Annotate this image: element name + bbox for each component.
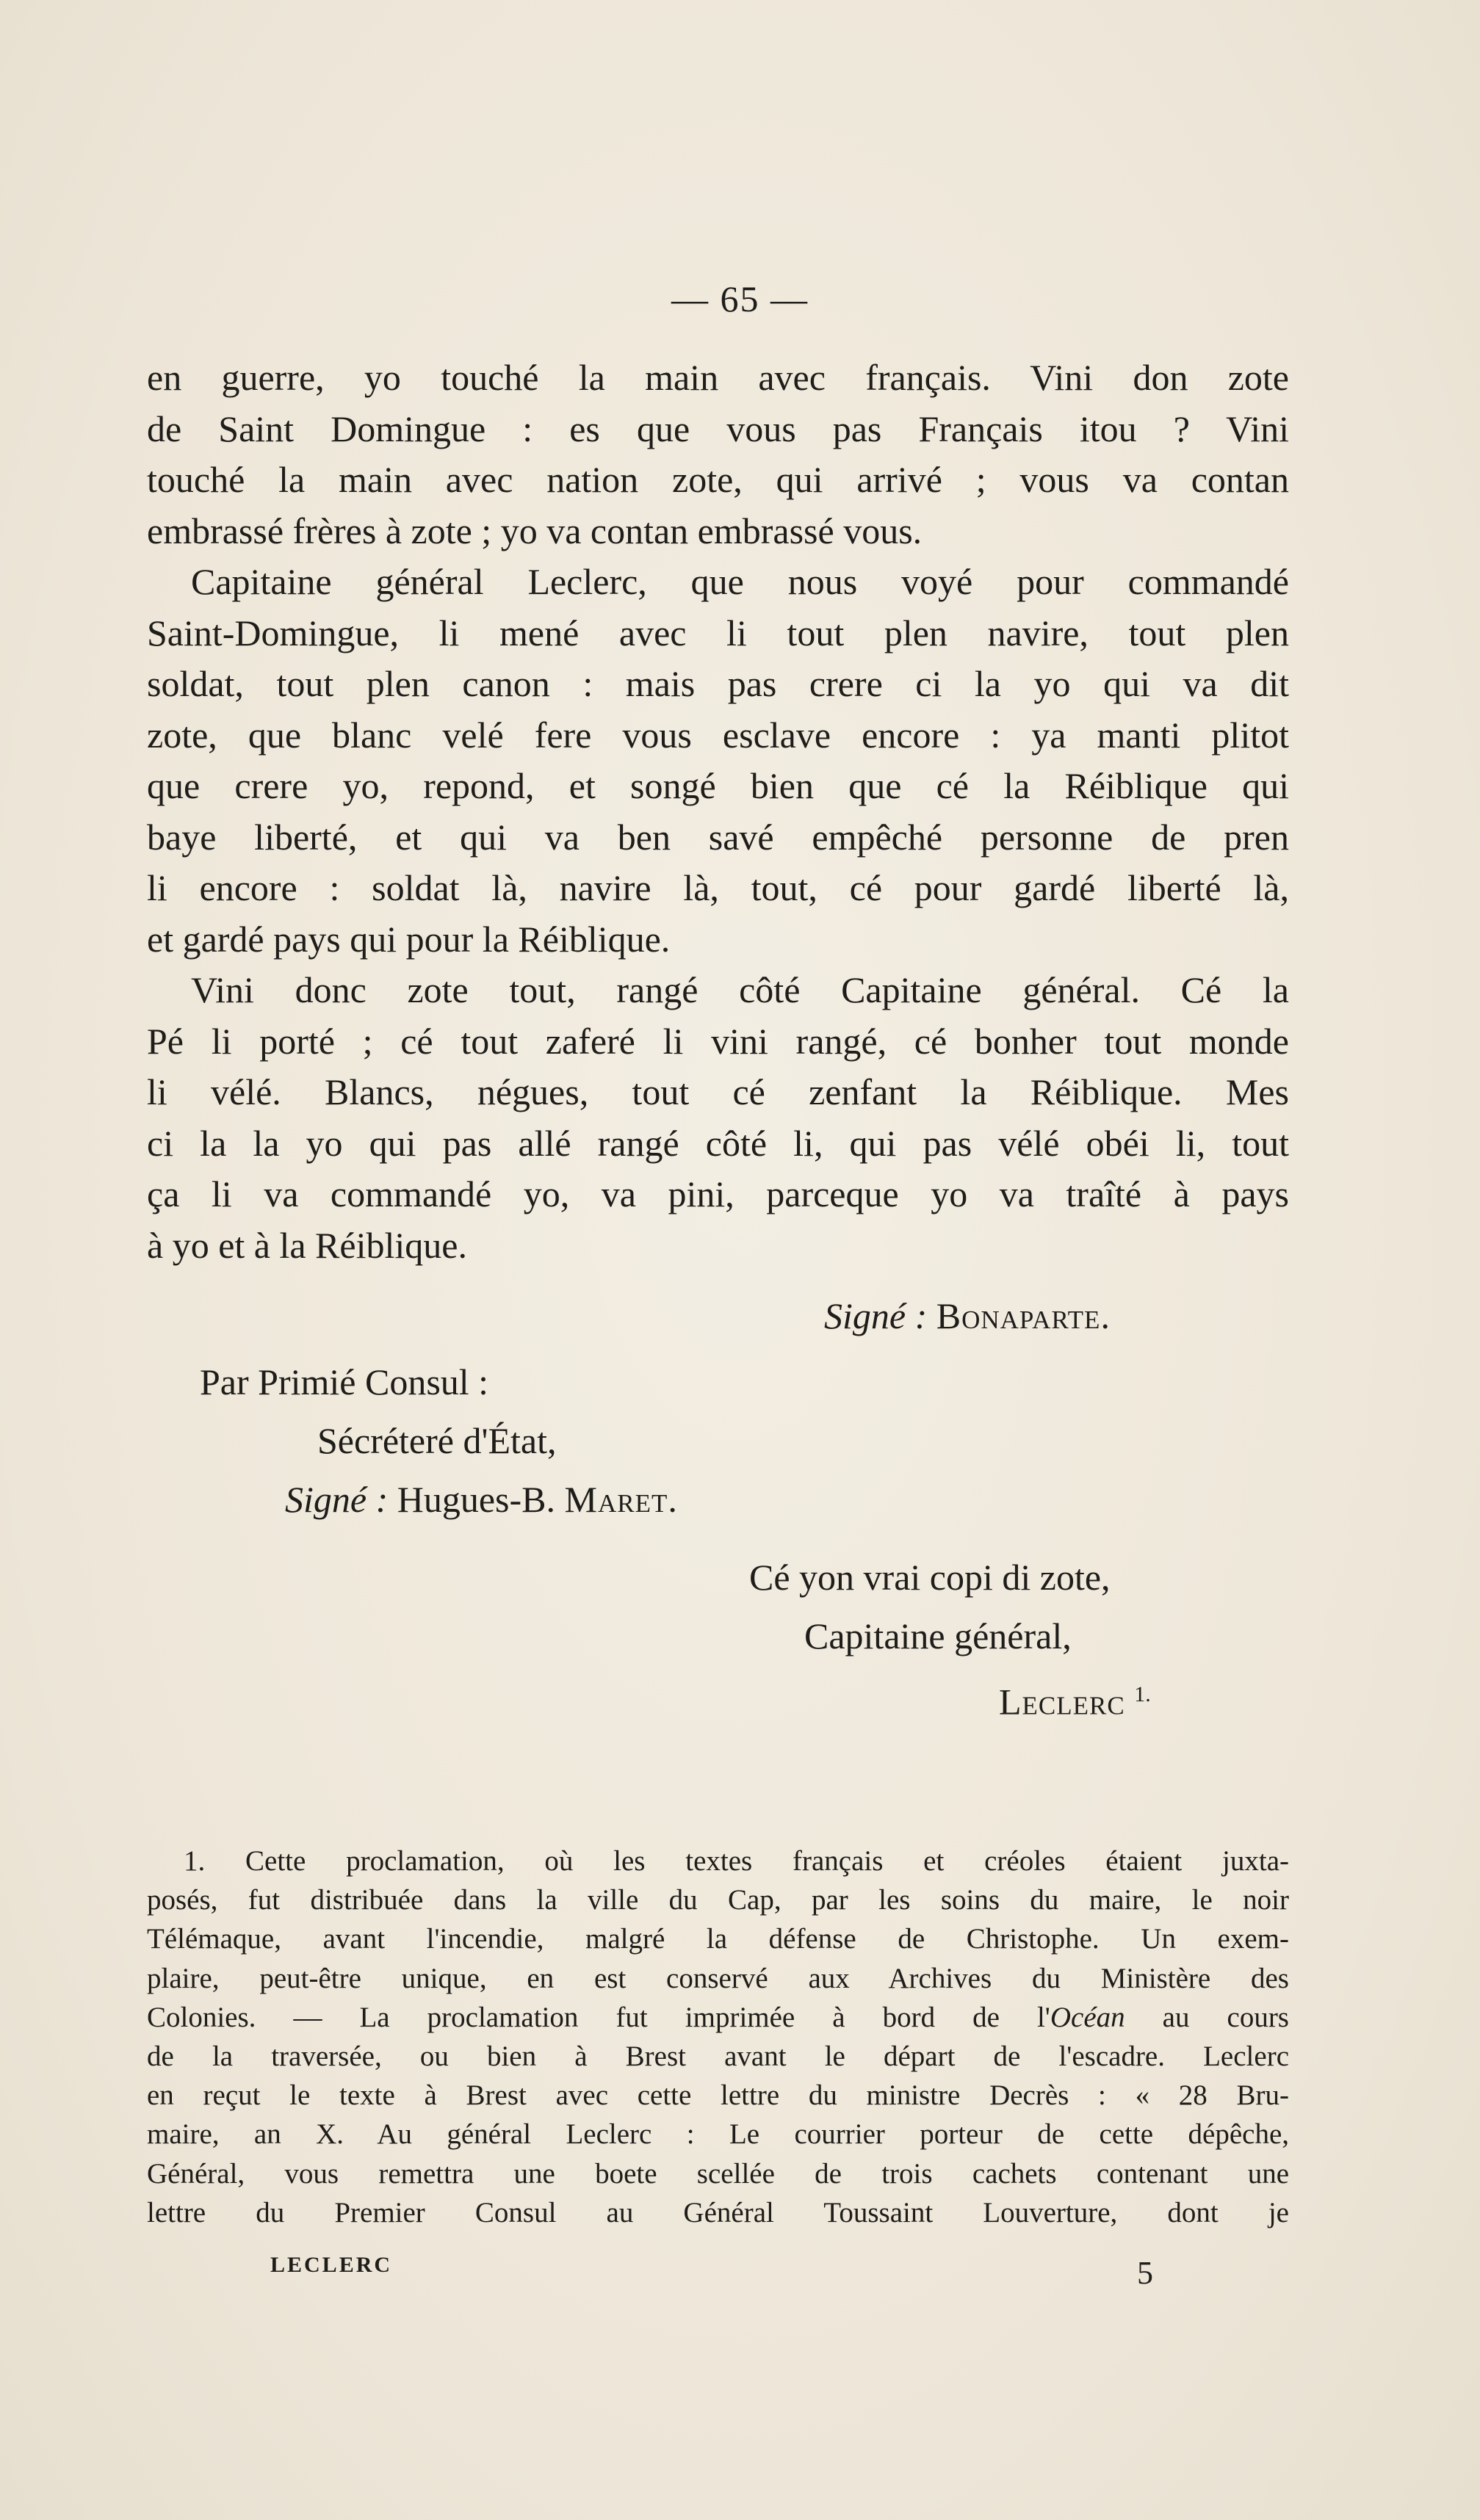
countersign-line-2: Sécréteré d'État, <box>317 1420 557 1461</box>
footnote <box>147 1842 1289 2232</box>
footnote-line: en reçut le texte à Brest avec cette lettre du ministre Decrès : « 28 Bru- <box>147 2079 1289 2112</box>
signatory-name: Maret. <box>564 1479 678 1520</box>
body-line: ça li va commandé yo, va pini, parceque yo va traîté à pays <box>147 1173 1289 1214</box>
footnote-line: lettre du Premier Consul au Général Toussaint Louverture, dont je <box>147 2196 1289 2228</box>
body-line: embrassé frères à zote ; yo va contan embrassé vous. <box>147 510 923 551</box>
footnote-line <box>147 1998 1289 2037</box>
body-line: à yo et à la Réiblique. <box>147 1224 467 1266</box>
countersign-line-1: Par Primié Consul : <box>200 1361 489 1402</box>
body-line: Capitaine général Leclerc, que nous voyé pour commandé <box>191 561 1289 602</box>
certification-line-1: Cé yon vrai copi di zote, <box>749 1557 1111 1598</box>
body-line: Vini donc zote tout, rangé côté Capitaine général. Cé la <box>191 969 1289 1010</box>
signe-label: Signé : <box>285 1479 389 1520</box>
footnote-line: maire, an X. Au général Leclerc : Le courrier porteur de cette dépêche, <box>147 2118 1289 2151</box>
body-line: et gardé pays qui pour la Réiblique. <box>147 918 671 960</box>
footnote-line: de la traversée, ou bien à Brest avant le départ de l'escadre. Leclerc <box>147 2041 1289 2073</box>
signatory-prefix: Hugues-B. <box>397 1479 555 1520</box>
signatory-name: Bonaparte. <box>936 1295 1111 1336</box>
body-line: soldat, tout plen canon : mais pas crere ci la yo qui va dit <box>147 663 1289 704</box>
page-number: — 65 — <box>671 278 809 319</box>
certification-signature <box>999 1673 1151 1724</box>
footnote-line: plaire, peut-être unique, en est conservé aux Archives du Ministère des <box>147 1962 1289 1994</box>
body-line: de Saint Domingue : es que vous pas Français itou ? Vini <box>147 408 1289 449</box>
signatory-name: Leclerc <box>999 1681 1125 1723</box>
body-line: li encore : soldat là, navire là, tout, cé pour gardé liberté là, <box>147 867 1289 908</box>
signature-mark: 5 <box>1137 2255 1153 2291</box>
body-line: que crere yo, repond, et songé bien que cé la Réiblique qui <box>147 765 1289 806</box>
body-line: li vélé. Blancs, négues, tout cé zenfant la Réiblique. Mes <box>147 1071 1289 1112</box>
body-line: Saint-Domingue, li mené avec li tout plen navire, tout plen <box>147 612 1289 653</box>
proclamation-body <box>147 352 1289 1271</box>
body-line: zote, que blanc velé fere vous esclave encore : ya manti plitot <box>147 714 1289 756</box>
body-line: Pé li porté ; cé tout zaferé li vini rangé, cé bonher tout monde <box>147 1020 1289 1062</box>
countersign-signature <box>285 1477 678 1521</box>
footnote-ref: 1. <box>1134 1682 1151 1706</box>
footnote-line: 1. Cette proclamation, où les textes français et créoles étaient juxta- <box>184 1845 1289 1877</box>
body-line: baye liberté, et qui va ben savé empêché personne de pren <box>147 816 1289 858</box>
running-footer: LECLERC <box>270 2253 393 2277</box>
body-line: en guerre, yo touché la main avec français. Vini don zote <box>147 357 1289 398</box>
ship-name: Océan <box>1050 2001 1125 2033</box>
signe-label: Signé : <box>824 1295 928 1336</box>
body-line: ci la la yo qui pas allé rangé côté li, qui pas vélé obéi li, tout <box>147 1122 1289 1164</box>
footnote-line: Télémaque, avant l'incendie, malgré la défense de Christophe. Un exem- <box>147 1923 1289 1955</box>
footnote-text: Colonies. — La proclamation fut imprimée à bord de l' <box>147 2001 1050 2033</box>
footnote-line: posés, fut distribuée dans la ville du Cap, par les soins du maire, le noir <box>147 1884 1289 1916</box>
footnote-text: au cours <box>1125 2001 1289 2033</box>
certification-line-2: Capitaine général, <box>804 1615 1072 1657</box>
body-line: touché la main avec nation zote, qui arrivé ; vous va contan <box>147 459 1289 500</box>
footnote-line: Général, vous remettra une boete scellée de trois cachets contenant une <box>147 2157 1289 2190</box>
signature-bonaparte <box>824 1294 1111 1338</box>
